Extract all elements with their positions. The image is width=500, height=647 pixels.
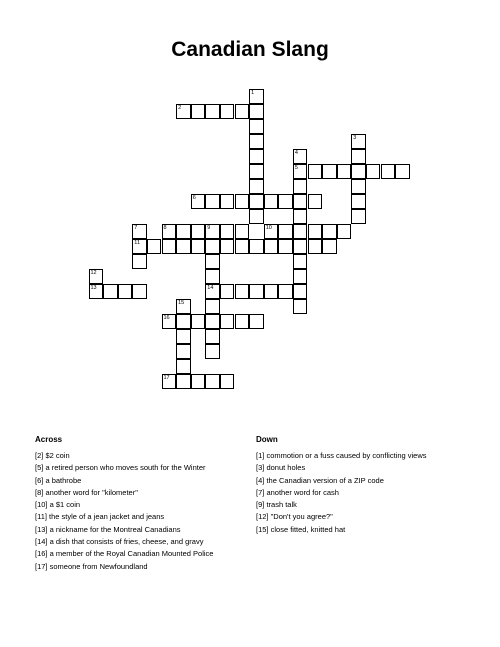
crossword-cell[interactable] — [308, 164, 323, 179]
crossword-cell[interactable] — [366, 164, 381, 179]
clue-number: 4 — [294, 149, 298, 156]
crossword-cell[interactable] — [278, 284, 293, 299]
crossword-cell[interactable] — [176, 314, 191, 329]
crossword-cell[interactable] — [293, 299, 308, 314]
crossword-cell[interactable] — [205, 269, 220, 284]
across-clue: [10] a $1 coin — [35, 500, 81, 510]
crossword-cell[interactable] — [322, 164, 337, 179]
crossword-cell[interactable] — [103, 284, 118, 299]
crossword-cell[interactable] — [249, 194, 264, 209]
crossword-cell[interactable] — [351, 164, 366, 179]
clue-number: 6 — [192, 194, 196, 201]
crossword-cell[interactable] — [278, 194, 293, 209]
crossword-cell[interactable] — [322, 224, 337, 239]
down-clue: [12] "Don't you agree?" — [256, 512, 333, 522]
clue-number: 3 — [353, 134, 357, 141]
crossword-cell[interactable] — [205, 284, 220, 299]
crossword-cell[interactable] — [220, 374, 235, 389]
crossword-cell[interactable] — [132, 239, 147, 254]
clue-number: 12 — [90, 269, 97, 276]
down-clue: [9] trash talk — [256, 500, 297, 510]
across-clue: [5] a retired person who moves south for the Winter — [35, 463, 206, 473]
crossword-cell[interactable] — [176, 224, 191, 239]
crossword-cell[interactable] — [235, 239, 250, 254]
crossword-cell[interactable] — [220, 284, 235, 299]
down-clue: [3] donut holes — [256, 463, 306, 473]
down-clue: [1] commotion or a fuss caused by conflicting views — [256, 451, 427, 460]
crossword-cell[interactable] — [264, 194, 279, 209]
crossword-cell[interactable] — [235, 104, 250, 119]
crossword-cell[interactable] — [293, 209, 308, 224]
crossword-cell[interactable] — [293, 179, 308, 194]
crossword-cell[interactable] — [351, 134, 366, 149]
crossword-cell[interactable] — [220, 104, 235, 119]
crossword-cell[interactable] — [293, 239, 308, 254]
crossword-cell[interactable] — [293, 284, 308, 299]
crossword-cell[interactable] — [205, 344, 220, 359]
crossword-cell[interactable] — [249, 89, 264, 104]
crossword-cell[interactable] — [249, 149, 264, 164]
crossword-cell[interactable] — [191, 239, 206, 254]
crossword-cell[interactable] — [293, 224, 308, 239]
crossword-cell[interactable] — [249, 314, 264, 329]
across-clue: [14] a dish that consists of fries, cheese, and gravy — [35, 537, 204, 547]
crossword-cell[interactable] — [249, 284, 264, 299]
crossword-cell[interactable] — [235, 314, 250, 329]
crossword-cell[interactable] — [89, 269, 104, 284]
clue-number: 11 — [134, 239, 141, 246]
down-clue: [7] another word for cash — [256, 487, 339, 497]
down-clue: [15] close fitted, knitted hat — [256, 524, 346, 534]
crossword-cell[interactable] — [205, 224, 220, 239]
crossword-cell[interactable] — [249, 239, 264, 254]
crossword-cell[interactable] — [176, 344, 191, 359]
crossword-cell[interactable] — [293, 194, 308, 209]
crossword-cell[interactable] — [220, 194, 235, 209]
crossword-cell[interactable] — [381, 164, 396, 179]
crossword-cell[interactable] — [337, 224, 352, 239]
crossword-cell[interactable] — [220, 224, 235, 239]
crossword-cell[interactable] — [191, 374, 206, 389]
clue-number: 7 — [134, 224, 138, 231]
crossword-cell[interactable] — [205, 329, 220, 344]
crossword-cell[interactable] — [337, 164, 352, 179]
crossword-cell[interactable] — [118, 284, 133, 299]
clue-number: 16 — [163, 314, 170, 321]
crossword-cell[interactable] — [308, 194, 323, 209]
crossword-cell[interactable] — [89, 284, 104, 299]
crossword-cell[interactable] — [351, 179, 366, 194]
crossword-cell[interactable] — [205, 254, 220, 269]
crossword-cell[interactable] — [191, 194, 206, 209]
crossword-cell[interactable] — [264, 239, 279, 254]
across-clue: [6] a bathrobe — [35, 475, 82, 485]
crossword-cell[interactable] — [308, 239, 323, 254]
crossword-cell[interactable] — [162, 224, 177, 239]
crossword-cell[interactable] — [264, 284, 279, 299]
crossword-cell[interactable] — [249, 209, 264, 224]
clue-number: 17 — [163, 374, 170, 381]
crossword-cell[interactable] — [249, 164, 264, 179]
crossword-cell[interactable] — [351, 149, 366, 164]
crossword-cell[interactable] — [132, 254, 147, 269]
crossword-cell[interactable] — [205, 374, 220, 389]
across-clue: [16] a member of the Royal Canadian Mounted Police — [35, 549, 214, 559]
clue-number: 13 — [90, 284, 97, 291]
crossword-cell[interactable] — [220, 314, 235, 329]
crossword-cell[interactable] — [205, 104, 220, 119]
crossword-cell[interactable] — [249, 104, 264, 119]
crossword-cell[interactable] — [249, 119, 264, 134]
crossword-cell[interactable] — [205, 239, 220, 254]
across-clue: [8] another word for "kilometer" — [35, 487, 138, 497]
clue-number: 5 — [294, 164, 298, 171]
clue-number: 2 — [178, 104, 182, 111]
crossword-cell[interactable] — [191, 314, 206, 329]
across-clue: [2] $2 coin — [35, 451, 70, 460]
crossword-cell[interactable] — [176, 104, 191, 119]
crossword-cell[interactable] — [176, 359, 191, 374]
crossword-cell[interactable] — [176, 374, 191, 389]
clue-number: 10 — [265, 224, 272, 231]
crossword-cell[interactable] — [132, 284, 147, 299]
crossword-cell[interactable] — [191, 104, 206, 119]
across-clue: [11] the style of a jean jacket and jeans — [35, 512, 165, 522]
crossword-cell[interactable] — [249, 134, 264, 149]
crossword-cell[interactable] — [191, 224, 206, 239]
crossword-cell[interactable] — [176, 299, 191, 314]
across-clue: [13] a nickname for the Montreal Canadians — [35, 524, 181, 534]
crossword-cell[interactable] — [293, 149, 308, 164]
crossword-cell[interactable] — [205, 314, 220, 329]
crossword-cell[interactable] — [162, 239, 177, 254]
crossword-cell[interactable] — [176, 239, 191, 254]
crossword-cell[interactable] — [235, 194, 250, 209]
crossword-cell[interactable] — [162, 314, 177, 329]
clue-number: 9 — [207, 224, 211, 231]
crossword-cell[interactable] — [205, 194, 220, 209]
crossword-cell[interactable] — [132, 224, 147, 239]
clue-number: 14 — [207, 284, 214, 291]
crossword-cell[interactable] — [322, 239, 337, 254]
crossword-cell[interactable] — [176, 329, 191, 344]
crossword-cell[interactable] — [293, 269, 308, 284]
crossword-cell[interactable] — [235, 284, 250, 299]
crossword-cell[interactable] — [249, 179, 264, 194]
crossword-cell[interactable] — [278, 224, 293, 239]
across-clue-list — [35, 450, 213, 573]
crossword-cell[interactable] — [293, 164, 308, 179]
crossword-cell[interactable] — [278, 239, 293, 254]
crossword-cell[interactable] — [293, 254, 308, 269]
crossword-cell[interactable] — [308, 224, 323, 239]
across-clue: [17] someone from Newfoundland — [35, 561, 148, 571]
down-heading: Down — [256, 435, 278, 444]
puzzle-title: Canadian Slang — [171, 38, 329, 61]
crossword-cell[interactable] — [147, 239, 162, 254]
crossword-cell[interactable] — [395, 164, 410, 179]
down-clue-list — [256, 450, 427, 536]
crossword-cell[interactable] — [264, 224, 279, 239]
clue-number: 15 — [178, 299, 185, 306]
clue-number: 1 — [251, 89, 255, 96]
clue-number: 8 — [163, 224, 167, 231]
across-heading: Across — [35, 435, 63, 444]
crossword-cell[interactable] — [220, 239, 235, 254]
crossword-cell[interactable] — [205, 299, 220, 314]
crossword-cell[interactable] — [351, 209, 366, 224]
down-clue: [4] the Canadian version of a ZIP code — [256, 475, 384, 485]
crossword-cell[interactable] — [351, 194, 366, 209]
crossword-cell[interactable] — [162, 374, 177, 389]
crossword-cell[interactable] — [235, 224, 250, 239]
